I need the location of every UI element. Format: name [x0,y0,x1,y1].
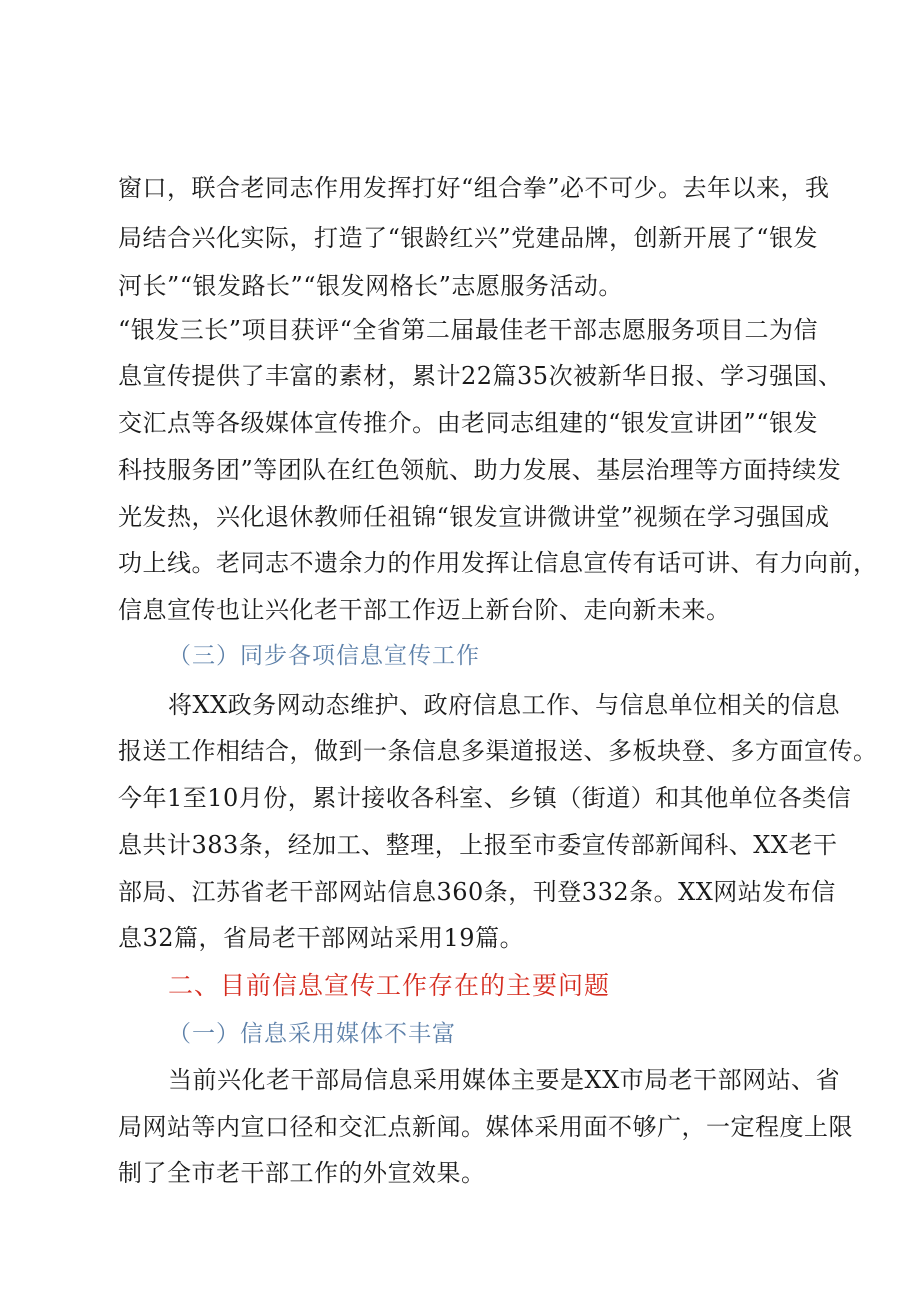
paragraph-line: 局结合兴化实际，打造了“银龄红兴”党建品牌，创新开展了“银发 [118,224,818,252]
paragraph-line: 报送工作相结合，做到一条信息多渠道报送、多板块登、多方面宣传。 [118,737,878,765]
section-heading: 二、目前信息宣传工作存在的主要问题 [168,971,611,1000]
paragraph-line: 部局、江苏省老干部网站信息360条，刊登332条。XX网站发布信 [118,878,836,906]
paragraph-line: 将XX政务网动态维护、政府信息工作、与信息单位相关的信息 [168,691,841,719]
paragraph-line: 息32篇，省局老干部网站采用19篇。 [118,924,525,952]
paragraph-line: 科技服务团”等团队在红色领航、助力发展、基层治理等方面持续发 [118,456,842,484]
paragraph-line: 息共计383条，经加工、整理，上报至市委宣传部新闻科、XX老干 [118,831,838,859]
paragraph-line: 河长”“银发路长”“银发网格长”志愿服务活动。 [118,272,623,300]
section-subheading: （三）同步各项信息宣传工作 [168,643,480,669]
paragraph-line: 交汇点等各级媒体宣传推介。由老同志组建的“银发宣讲团”“银发 [118,409,818,437]
paragraph-line: 信息宣传也让兴化老干部工作迈上新台阶、走向新未来。 [118,596,731,624]
section-subheading: （一）信息采用媒体不丰富 [168,1021,456,1047]
paragraph-line: 局网站等内宣口径和交汇点新闻。媒体采用面不够广，一定程度上限 [118,1113,853,1141]
paragraph-line: 光发热，兴化退休教师任祖锦“银发宣讲微讲堂”视频在学习强国成 [118,503,830,531]
paragraph-line: 当前兴化老干部局信息采用媒体主要是XX市局老干部网站、省 [168,1066,841,1094]
paragraph-line: 今年1至10月份，累计接收各科室、乡镇（街道）和其他单位各类信 [118,784,852,812]
paragraph-line: 窗口，联合老同志作用发挥打好“组合拳”必不可少。去年以来，我 [118,174,830,202]
paragraph-line: “银发三长”项目获评“全省第二届最佳老干部志愿服务项目二为信 [118,316,818,344]
paragraph-line: 功上线。老同志不遗余力的作用发挥让信息宣传有话可讲、有力向前， [118,549,878,577]
paragraph-line: 制了全市老干部工作的外宣效果。 [118,1159,486,1187]
paragraph-line: 息宣传提供了丰富的素材，累计22篇35次被新华日报、学习强国、 [118,362,843,390]
